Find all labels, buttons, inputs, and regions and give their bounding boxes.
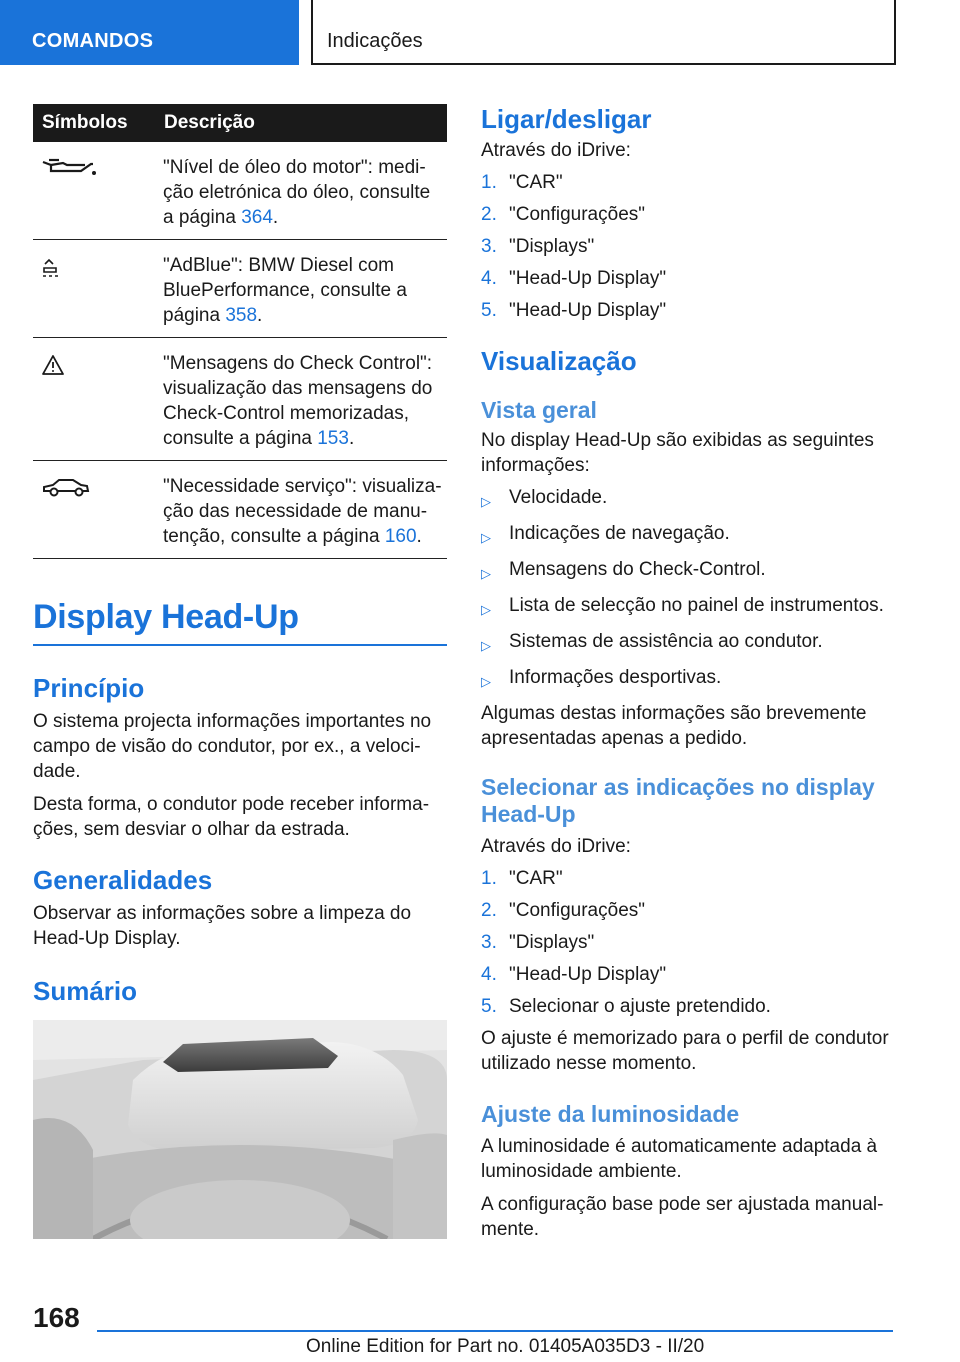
- bullet-triangle-icon: ▷: [481, 530, 491, 545]
- page-number: 168: [33, 1302, 80, 1333]
- description-cell: "Mensagens do Check Control": visualização das mensagens do Check-Control memorizadas, consulte a página 153.: [154, 338, 447, 461]
- general-heading: Generalidades: [33, 865, 213, 895]
- symbol-cell: [33, 338, 154, 461]
- page-link[interactable]: 364: [241, 207, 273, 228]
- page-title: Display Head-Up: [33, 598, 447, 646]
- section-title: COMANDOS: [32, 30, 154, 52]
- page-link[interactable]: 153: [317, 428, 349, 449]
- list-item: ▷ Mensagens do Check-Control.: [481, 557, 901, 586]
- left-column: [33, 104, 447, 1239]
- list-item: 2. "Configurações": [481, 900, 646, 921]
- right-column: [481, 104, 901, 1242]
- brightness-paragraph-1: A luminosidade é automaticamente adaptada à luminosidade ambiente.: [481, 1136, 878, 1182]
- chapter-tab: [311, 0, 896, 65]
- list-item: 4. "Head-Up Display": [481, 964, 667, 985]
- table-row: [33, 461, 447, 559]
- overview-intro: No display Head-Up são exibidas as seguintes informações:: [481, 430, 874, 476]
- list-item: ▷ Indicações de navegação.: [481, 521, 901, 550]
- table-row: [33, 142, 447, 240]
- oil-level-icon: [41, 158, 97, 180]
- principle-paragraph-2: Desta forma, o condutor pode receber informa-ções, sem desviar o olhar da estrada.: [33, 794, 430, 840]
- adblue-icon: [41, 256, 61, 278]
- dashboard-illustration: [33, 1020, 447, 1239]
- bullet-triangle-icon: ▷: [481, 674, 491, 689]
- onoff-heading: Ligar/desligar: [481, 104, 652, 134]
- col-header-symbols: Símbolos: [33, 104, 154, 142]
- select-intro: Através do iDrive:: [481, 836, 631, 857]
- list-item: 3. "Displays": [481, 932, 595, 953]
- symbol-cell: [33, 461, 154, 559]
- brightness-paragraph-2: A configuração base pode ser ajustada manual-mente.: [481, 1194, 884, 1240]
- description-cell: "AdBlue": BMW Diesel com BluePerformance, consulte a página 358.: [154, 240, 447, 338]
- list-item: ▷ Informações desportivas.: [481, 665, 901, 694]
- description-cell: "Nível de óleo do motor": medi- ção eletrónica do óleo, consulte a página 364.: [154, 142, 447, 240]
- page-link[interactable]: 160: [384, 526, 417, 547]
- list-item: ▷ Velocidade.: [481, 485, 901, 514]
- bullet-triangle-icon: ▷: [481, 638, 491, 653]
- bullet-triangle-icon: ▷: [481, 566, 491, 581]
- symbols-table: [33, 104, 447, 559]
- footer-divider: [97, 1330, 893, 1332]
- overview-list: [481, 485, 901, 694]
- list-item: 1. "CAR": [481, 868, 563, 889]
- list-item: 3. "Displays": [481, 236, 595, 257]
- general-paragraph: Observar as informações sobre a limpeza do Head-Up Display.: [33, 903, 412, 949]
- col-header-description: Descrição: [154, 104, 447, 142]
- overview-heading: Vista geral: [481, 397, 597, 423]
- symbol-cell: [33, 142, 154, 240]
- select-after: O ajuste é memorizado para o perfil de condutor utilizado nesse momento.: [481, 1028, 889, 1074]
- symbol-cell: [33, 240, 154, 338]
- principle-heading: Princípio: [33, 673, 145, 703]
- chapter-title: Indicações: [327, 30, 423, 52]
- brightness-heading: Ajuste da luminosidade: [481, 1101, 740, 1127]
- select-steps: [481, 866, 901, 1019]
- warning-triangle-icon: [41, 354, 65, 376]
- summary-heading: Sumário: [33, 976, 138, 1006]
- list-item: 2. "Configurações": [481, 204, 646, 225]
- edition-text: Online Edition for Part no. 01405A035D3 - II/20: [306, 1336, 705, 1357]
- list-item: 1. "CAR": [481, 172, 563, 193]
- view-heading: Visualização: [481, 346, 637, 376]
- table-row: [33, 338, 447, 461]
- section-tab: [0, 0, 299, 65]
- select-heading: Selecionar as indicações no display Head-Up: [481, 774, 875, 827]
- principle-paragraph-1: O sistema projecta informações importantes no campo de visão do condutor, por ex., a veloci-dade.: [33, 711, 432, 782]
- list-item: 5. "Head-Up Display": [481, 300, 667, 321]
- list-item: ▷ Sistemas de assistência ao condutor.: [481, 629, 901, 658]
- page-link[interactable]: 358: [225, 305, 258, 326]
- overview-after: Algumas destas informações são brevemente apresentadas apenas a pedido.: [481, 703, 867, 749]
- list-item: 5. Selecionar o ajuste pretendido.: [481, 996, 771, 1017]
- onoff-steps: [481, 170, 901, 323]
- head-up-display-photo: [33, 1020, 447, 1239]
- description-cell: "Necessidade serviço": visualiza- ção das necessidade de manu- tenção, consulte a página 160.: [154, 461, 447, 559]
- table-header-row: [33, 104, 447, 142]
- onoff-intro: Através do iDrive:: [481, 140, 631, 161]
- list-item: 4. "Head-Up Display": [481, 268, 667, 289]
- table-row: [33, 240, 447, 338]
- bullet-triangle-icon: ▷: [481, 602, 491, 617]
- service-car-icon: [41, 477, 91, 499]
- list-item: ▷ Lista de selecção no painel de instrumentos.: [481, 593, 901, 622]
- bullet-triangle-icon: ▷: [481, 494, 491, 509]
